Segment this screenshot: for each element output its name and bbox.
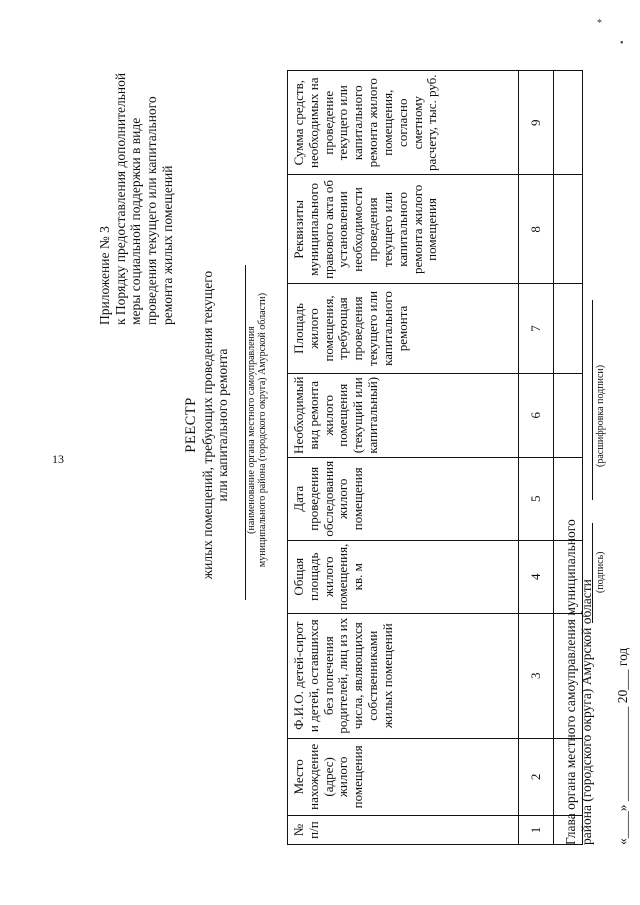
table-number-row [519, 71, 554, 845]
decode-line [592, 300, 593, 500]
signature-title: Глава органа местного самоуправления муниципального [563, 519, 578, 845]
org-caption-line: (наименование органа местного самоуправления [246, 326, 257, 534]
header-cell: Сумма средств, необходимых на проведение текущего или капитального ремонта жилого помещения, согласно сметному расчету, тыс. руб. [288, 71, 519, 175]
header-cell: Дата проведения обследования жилого помещения [288, 457, 519, 540]
header-cell: № п/п [288, 816, 519, 845]
header-cell: Необходимый вид ремонта жилого помещения (текущий или капитальный) [288, 373, 519, 457]
appendix-line: меры социальной поддержки в виде [128, 117, 144, 325]
date-line: «____» ______________ 20___ год [615, 647, 630, 845]
table-header-row [288, 71, 519, 845]
signature-title: района (городского округа) Амурской области [579, 579, 595, 845]
appendix-header [97, 65, 175, 325]
blank-cell [554, 71, 583, 175]
header-cell: Место нахождение (адрес) жилого помещения [288, 738, 519, 815]
register-subtitle: или капитального ремонта [215, 348, 231, 502]
register-title: РЕЕСТР [183, 397, 199, 453]
register-title-block [183, 205, 231, 645]
signature-caption: (подпись) [595, 551, 606, 593]
decode-caption: (расшифровка подписи) [595, 364, 606, 467]
org-name-caption [246, 195, 268, 665]
appendix-number: Приложение № 3 [97, 226, 112, 325]
register-table [287, 70, 583, 845]
number-cell: 1 [519, 816, 554, 845]
appendix-line: проведения текущего или капитального [143, 96, 159, 325]
header-cell: Площадь жилого помещения, требующая проведения текущего или капитального ремонта [288, 284, 519, 373]
number-cell: 3 [519, 613, 554, 738]
rotated-document-sheet [85, 65, 640, 845]
number-cell: 8 [519, 175, 554, 284]
blank-cell [554, 175, 583, 284]
scan-speck: • [620, 38, 624, 49]
scan-speck: * [597, 18, 602, 29]
header-cell: Ф.И.О. детей-сирот и детей, оставшихся без попечения родителей, лиц из их числа, являющихся собственниками жилых помещений [288, 613, 519, 738]
signature-line [592, 523, 593, 623]
register-subtitle: жилых помещений, требующих проведения текущего [199, 270, 215, 580]
number-cell: 7 [519, 284, 554, 373]
appendix-line: ремонта жилых помещений [159, 165, 175, 325]
number-cell: 4 [519, 540, 554, 613]
number-cell: 2 [519, 738, 554, 815]
number-cell: 9 [519, 71, 554, 175]
header-cell: Общая площадь жилого помещения, кв. м [288, 540, 519, 613]
signature-block [563, 285, 595, 845]
org-caption-line: муниципального района (городского округа) Амурской области) [257, 292, 268, 568]
number-cell: 5 [519, 457, 554, 540]
header-cell: Реквизиты муниципального правового акта об установлении необходимости проведения текущего или капитального ремонта жилого помещения [288, 175, 519, 284]
number-cell: 6 [519, 373, 554, 457]
appendix-line: к Порядку предоставления дополнительной [112, 72, 128, 325]
page-number: 13 [52, 452, 64, 466]
